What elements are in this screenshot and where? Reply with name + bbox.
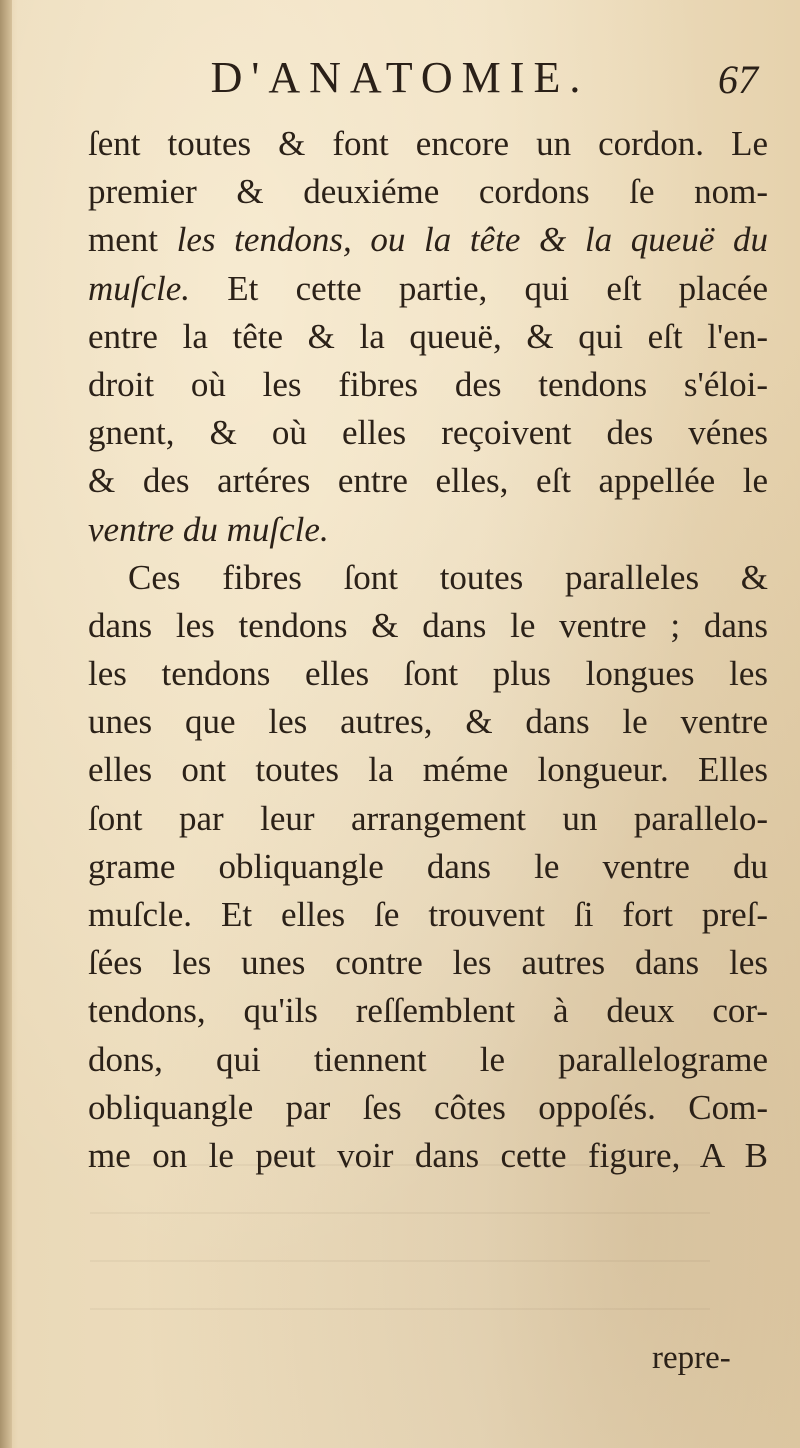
text-line: entre la tête & la queuë, & qui eſt l'en-	[88, 316, 768, 356]
text-line: unes que les autres, & dans le ventre	[88, 702, 768, 742]
italic-term: ventre du muſcle.	[88, 509, 329, 549]
italic-term: les tendons, ou la tête & la queuë du	[176, 220, 768, 260]
text-line: tendons, qu'ils reſſemblent à deux cor-	[88, 991, 768, 1031]
text-line: muſcle. Et cette partie, qui eſt placée	[88, 268, 768, 308]
text-line: gnent, & où elles reçoivent des vénes	[88, 413, 768, 453]
text-line: ſées les unes contre les autres dans les	[88, 943, 768, 983]
text-line: grame obliquangle dans le ventre du	[88, 846, 768, 886]
text-line: dans les tendons & dans le ventre ; dans	[88, 605, 768, 645]
italic-term: muſcle.	[88, 268, 191, 308]
show-through-bleed	[90, 1160, 710, 1310]
text-line	[88, 506, 768, 554]
body-text	[88, 120, 768, 1180]
text-line: muſcle. Et elles ſe trouvent ſi fort preſ-	[88, 895, 768, 934]
text-line: premier & deuxiéme cordons ſe nom-	[88, 172, 768, 212]
text-line: obliquangle par ſes côtes oppoſés. Com-	[88, 1087, 768, 1127]
text-line: ſent toutes & font encore un cordon. Le	[88, 124, 768, 163]
page-gutter	[0, 0, 12, 1448]
running-head: D'ANATOMIE.	[210, 53, 590, 102]
text-line: elles ont toutes la méme longueur. Elles	[88, 750, 768, 790]
text-line: & des artéres entre elles, eſt appellée le	[88, 461, 768, 501]
text-line: dons, qui tiennent le parallelograme	[88, 1039, 768, 1079]
text-line: ment les tendons, ou la tête & la queuë du	[88, 220, 768, 260]
paragraph-first-line: Ces fibres ſont toutes paralleles &	[128, 557, 768, 597]
text-line: les tendons elles ſont plus longues les	[88, 654, 768, 694]
text-line: ſont par leur arrangement un parallelo-	[88, 798, 768, 838]
page-number: 67	[718, 57, 758, 102]
text-line: me on le peut voir dans cette figure, A B	[88, 1135, 768, 1175]
catchword: repre-	[652, 1340, 731, 1376]
text-line: droit où les fibres des tendons s'éloi-	[88, 364, 768, 404]
